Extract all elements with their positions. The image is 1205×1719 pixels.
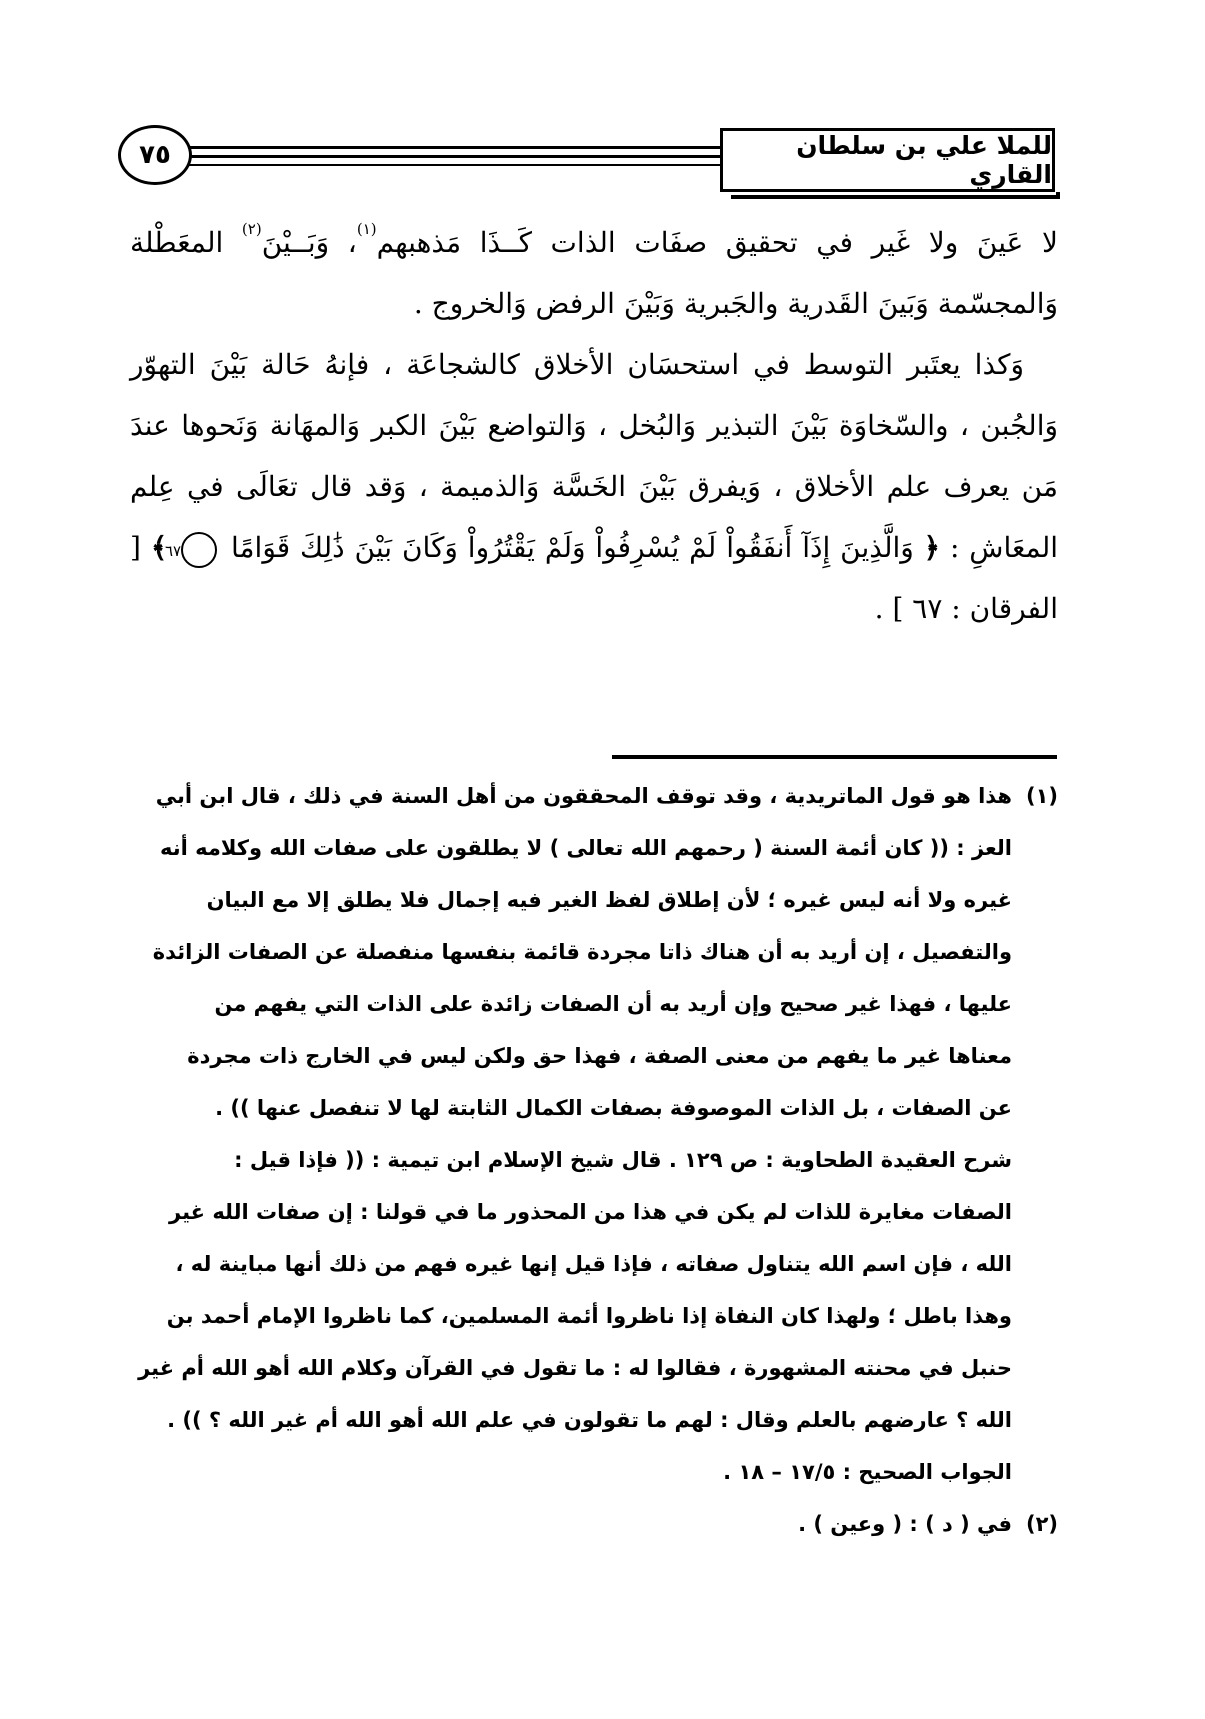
footnote-line: هذا هو قول الماتريدية ، وقد توقف المحققون من أهل السنة في ذلك ، قال ابن أبي (155, 784, 1012, 808)
footnote-line: غيره ولا أنه ليس غيره ؛ لأن إطلاق لفظ الغير فيه إجمال فلا يطلق إلا مع البيان (206, 888, 1012, 912)
main-body (130, 212, 1058, 639)
footnote-line: الصفات مغايرة للذات لم يكن في هذا من المحذور ما في قولنا : إن صفات الله غير (169, 1200, 1012, 1224)
footnote-separator (612, 755, 1057, 759)
paragraph-1 (130, 212, 1058, 334)
verse-close-bracket: ﴾ (150, 531, 168, 564)
footnote-line: الله ، فإن اسم الله يتناول صفاته ، فإذا قيل إنها غيره فهم من ذلك أنها مباينة له ، (175, 1252, 1012, 1276)
footnote-line: معناها غير ما يفهم من معنى الصفة ، فهذا حق ولكن ليس في الخارج ذات مجردة (187, 1044, 1012, 1068)
footnote-ref-1[interactable]: (١) (356, 219, 377, 238)
footnote-ref-2[interactable]: (٢) (241, 219, 262, 238)
header-rule (178, 146, 723, 149)
footnote-number: (٢) (1025, 1512, 1058, 1536)
text-run: ، وَبَــيْنَ (261, 226, 357, 259)
text-run: وَكذا يعتَبر التوسط في استحسَان الأخلاق كالشجاعَة ، فإنهُ حَالة بَيْنَ التهوّر (130, 348, 1024, 381)
footnote-line: الجواب الصحيح : ١٧/٥ – ١٨ . (723, 1460, 1012, 1484)
footnote-line: عن الصفات ، بل الذات الموصوفة بصفات الكمال الثابتة لها لا تنفصل عنها )) . (215, 1096, 1012, 1120)
text-run: وَالجُبن ، والسّخاوَة بَيْنَ التبذير وَالبُخل ، وَالتواضع بَيْنَ الكبر وَالمهَانة وَنَحوها عندَ (130, 409, 1058, 442)
footnote-1 (130, 770, 1058, 1498)
footnote-body (130, 770, 1012, 1498)
footnote-body (130, 1498, 1012, 1550)
footnote-line: الله ؟ عارضهم بالعلم وقال : لهم ما تقولون في علم الله أهو الله أم غير الله ؟ )) . (167, 1408, 1012, 1432)
footnote-number: (١) (1025, 784, 1058, 808)
footnote-line: شرح العقيدة الطحاوية : ص ١٢٩ . قال شيخ الإسلام ابن تيمية : (( فإذا قيل : (234, 1148, 1012, 1172)
verse-citation: [ الفرقان : ٦٧ ] . (130, 531, 1058, 625)
page-number: ٧٥ (118, 125, 192, 185)
footnote-line: في ( د ) : ( وعين ) . (798, 1512, 1012, 1536)
footnote-line: حنبل في محنته المشهورة ، فقالوا له : ما تقول في القرآن وكلام الله أهو الله أم غير (138, 1356, 1012, 1380)
footnote-line: والتفصيل ، إن أريد به أن هناك ذاتا مجردة قائمة بنفسها منفصلة عن الصفات الزائدة (152, 940, 1012, 964)
verse-open-bracket: ﴿ (923, 531, 941, 564)
text-run: مَن يعرف علم الأخلاق ، وَيفرق بَيْنَ الخَسَّة وَالذميمة ، وَقد قال تعَالَى في عِلم (130, 470, 1058, 503)
running-header-title: للملا علي بن سلطان القاري (720, 128, 1055, 192)
text-run: لا عَينَ ولا غَير في تحقيق صفَات الذات كَــذَا مَذهبهم (376, 226, 1058, 259)
header-rule (178, 164, 723, 166)
text-run: المعَطْلة (130, 226, 224, 259)
verse-number-ornament: ٦٧ (181, 532, 217, 568)
footnote-line: عليها ، فهذا غير صحيح وإن أريد به أن الصفات زائدة على الذات التي يفهم من (214, 992, 1012, 1016)
text-run: وَالمجسّمة وَبَينَ القَدرية والجَبرية وَبَيْنَ الرفض وَالخروج . (413, 287, 1058, 320)
footnote-2 (130, 1498, 1058, 1550)
footnote-line: العز : (( كان أئمة السنة ( رحمهم الله تعالى ) لا يطلقون على صفات الله وكلامه أنه (159, 836, 1012, 860)
footnotes (130, 770, 1058, 1550)
text-run: المعَاشِ : (949, 531, 1059, 564)
footnote-line: وهذا باطل ؛ ولهذا كان النفاة إذا ناظروا أئمة المسلمين، كما ناظروا الإمام أحمد بن (166, 1304, 1012, 1328)
header-rule (178, 155, 723, 158)
quran-verse: وَالَّذِينَ إِذَآ أَنفَقُواْ لَمْ يُسْرِفُواْ وَلَمْ يَقْتُرُواْ وَكَانَ بَيْنَ ذَٰلِكَ قَوَامًا (231, 531, 914, 564)
paragraph-2 (130, 334, 1058, 639)
